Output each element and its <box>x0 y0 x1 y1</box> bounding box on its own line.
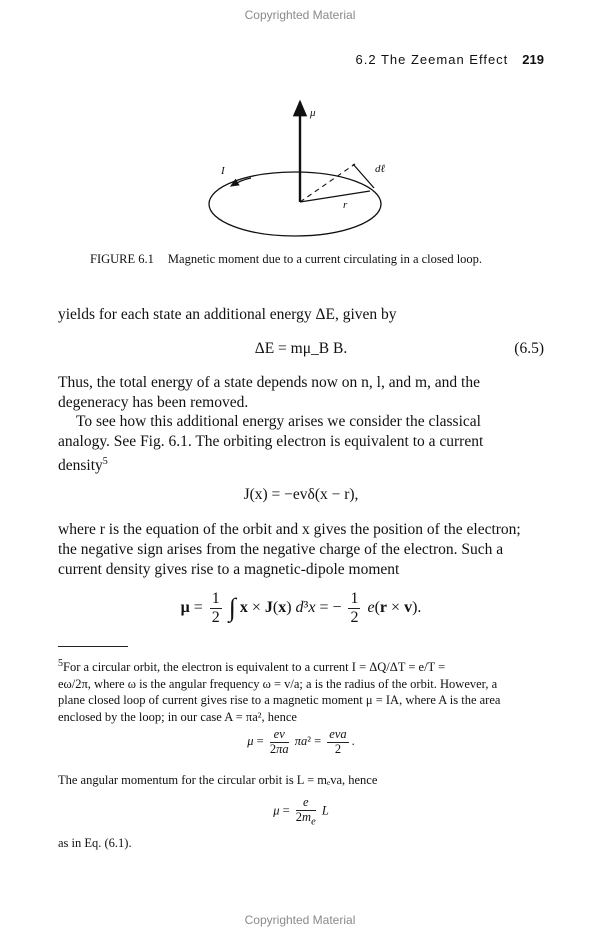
caption-text: Magnetic moment due to a current circulating in a closed loop. <box>167 252 483 266</box>
footnote-equation-L: μ = $\frac{e}{2m_e}$ L <box>273 795 329 828</box>
label-dl: dℓ <box>375 163 386 175</box>
paragraph-4 <box>58 520 544 580</box>
running-head <box>356 52 544 67</box>
footnote-5 <box>58 656 544 725</box>
footnote-line-6: as in Eq. (6.1). <box>58 836 132 850</box>
footnote-line-1: $^5$For a circular orbit, the electron is equivalent to a current I = ΔQ/ΔT = e/T = <box>58 658 446 675</box>
current-loop <box>209 172 381 236</box>
equation-6-5-number: (6.5) <box>514 340 544 357</box>
equation-6-5-body: ΔE = mμ_B B. <box>254 340 348 357</box>
paragraph-4-line-3: current density gives rise to a magnetic-dipole moment <box>58 561 400 578</box>
footnote-rule <box>58 646 128 647</box>
paragraph-3-line-1: To see how this additional energy arises we consider the classical <box>76 413 481 430</box>
footnote-line-5: The angular momentum for the circular orbit is L = mₑva, hence <box>58 773 378 787</box>
footnote-equation-mu: μ = $\frac{ev}{2\pi a}$ πa² = $\frac{\text{eva}}{2}$ . <box>247 727 355 756</box>
paragraph-2-line-2: degeneracy has been removed. <box>58 394 249 411</box>
dashed-line <box>300 164 355 202</box>
page-number: 219 <box>522 52 544 67</box>
paragraph-4-line-1: where r is the equation of the orbit and x gives the position of the electron; <box>58 521 521 538</box>
equation-current-density-body: J(x) = −evδ(x − r), <box>243 486 359 503</box>
paragraph-3-line-3: density$^5$ <box>58 456 108 475</box>
paragraph-1: yields for each state an additional energy ΔE, given by <box>58 306 397 323</box>
figure-caption <box>90 252 550 267</box>
copyright-top: Copyrighted Material <box>244 8 356 22</box>
footnote-line-4: enclosed by the loop; in our case A = πa², hence <box>58 709 297 724</box>
paragraph-2-line-1: Thus, the total energy of a state depends now on n, l, and m, and the <box>58 374 480 391</box>
caption-label: FIGURE 6.1 <box>90 252 154 266</box>
paragraph-4-line-2: the negative sign arises from the negative charge of the electron. Such a <box>58 541 504 558</box>
running-head-title: 6.2 The Zeeman Effect <box>355 52 509 67</box>
footnote-ref-5: 5 <box>102 456 108 467</box>
footnote-line-2: eω/2π, where ω is the angular frequency ω = v/a; a is the radius of the orbit. However, a <box>58 676 498 691</box>
paragraph-3-line-2: analogy. See Fig. 6.1. The orbiting electron is equivalent to a current <box>58 433 484 450</box>
equation-magnetic-moment: μ = $\frac{1}{2}$ ∫ x × J(x) d³x = − $\frac{1}{2}$ e(r × v). <box>180 590 422 626</box>
label-current: I <box>221 165 225 177</box>
copyright-bottom: Copyrighted Material <box>244 913 356 927</box>
label-radius: r <box>343 199 348 211</box>
paragraph-3 <box>58 412 544 476</box>
label-mu: μ <box>310 107 316 119</box>
radius-line <box>300 191 370 202</box>
figure-loop-diagram <box>195 94 395 244</box>
footnote-line-3: plane closed loop of current gives rise to a magnetic moment μ = IA, where A is the area <box>58 693 501 708</box>
paragraph-2 <box>58 373 544 413</box>
